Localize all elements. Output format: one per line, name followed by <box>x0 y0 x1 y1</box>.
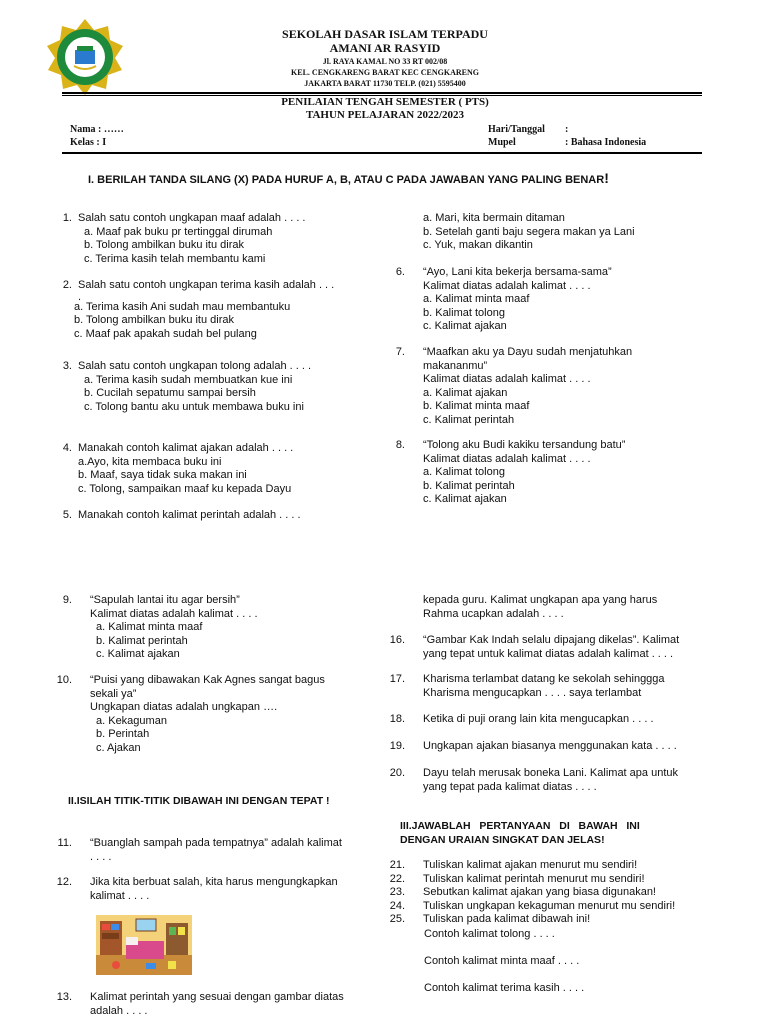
class-label: Kelas : I <box>70 137 107 148</box>
header-divider-thick <box>62 92 702 94</box>
school-address-1: Jl. RAYA KAMAL NO 33 RT 002/08 <box>322 57 448 66</box>
section-3-title-line2: DENGAN URAIAN SINGKAT DAN JELAS! <box>400 834 605 846</box>
exam-title: PENILAIAN TENGAH SEMESTER ( PTS) <box>281 96 489 108</box>
school-name-line1: SEKOLAH DASAR ISLAM TERPADU <box>282 27 488 41</box>
subject-value: : Bahasa Indonesia <box>565 137 647 148</box>
example-minta-maaf: Contoh kalimat minta maaf . . . . <box>424 955 580 967</box>
section-3-title-line1: III.JAWABLAH PERTANYAAN DI BAWAH INI <box>400 820 640 832</box>
school-address-3: JAKARTA BARAT 11730 TELP. (021) 5595400 <box>304 79 466 88</box>
exam-year: TAHUN PELAJARAN 2022/2023 <box>305 109 465 121</box>
section-1-title: I. BERILAH TANDA SILANG (X) PADA HURUF A, B, ATAU C PADA JAWABAN YANG PALING BENAR! <box>88 170 609 186</box>
example-terima-kasih: Contoh kalimat terima kasih . . . . <box>424 982 585 994</box>
school-address-2: KEL. CENGKARENG BARAT KEC CENGKARENG <box>291 68 479 77</box>
date-label: Hari/Tanggal <box>488 124 545 135</box>
school-logo <box>46 18 124 96</box>
school-logo-icon <box>46 18 124 96</box>
student-name-label: Nama : …… <box>70 124 124 135</box>
date-colon: : <box>565 124 569 135</box>
info-divider <box>62 152 702 154</box>
messy-bedroom-picture <box>96 915 192 975</box>
school-name-line2: AMANI AR RASYID <box>329 41 441 55</box>
subject-label: Mupel <box>488 137 516 148</box>
example-tolong: Contoh kalimat tolong . . . . <box>424 928 555 940</box>
section-2-title: II.ISILAH TITIK-TITIK DIBAWAH INI DENGAN TEPAT ! <box>68 795 330 807</box>
